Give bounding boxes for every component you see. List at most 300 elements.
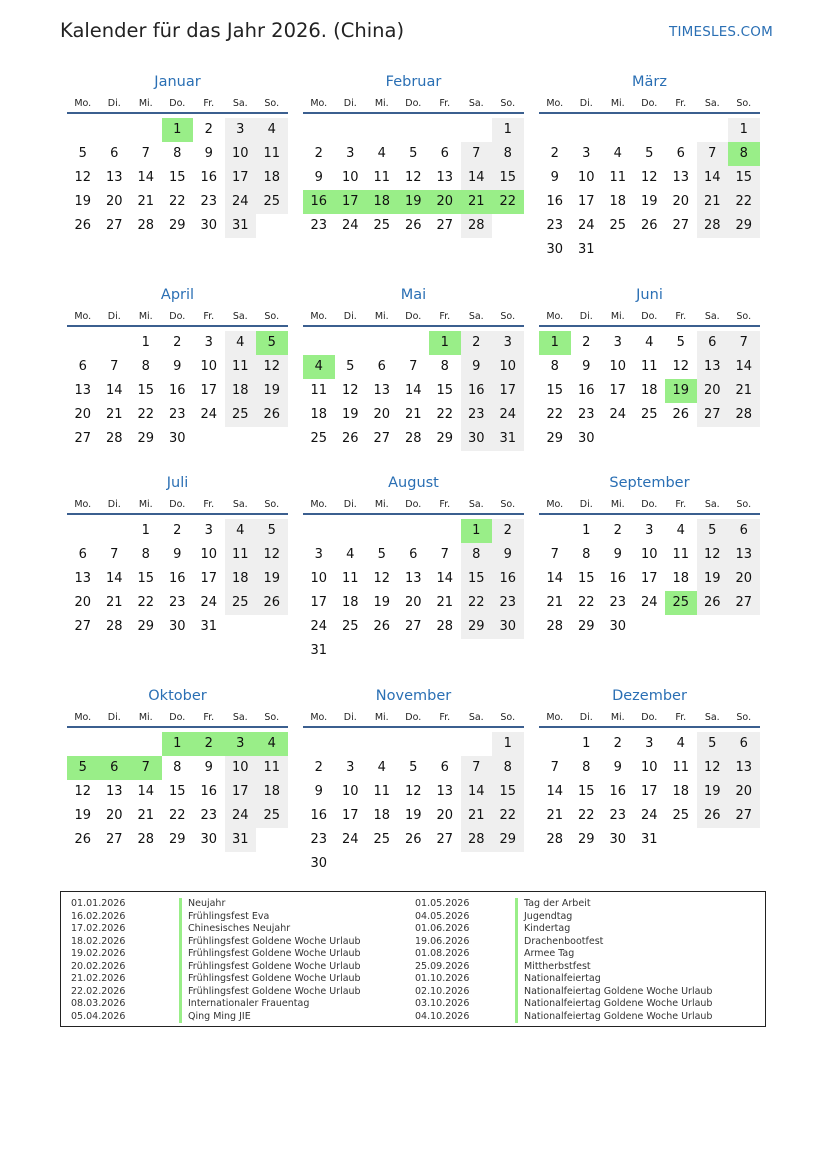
day-cell: 4 — [256, 118, 288, 142]
day-cell: 26 — [697, 591, 729, 615]
day-cell: 4 — [613, 146, 622, 161]
day-cell: 12 — [404, 170, 422, 185]
month-name: Juli — [166, 475, 189, 491]
page-title: Kalender für das Jahr 2026. (China) — [60, 19, 405, 42]
day-cell: 13 — [74, 571, 92, 586]
day-cell: 16 — [200, 170, 218, 185]
holiday-day-cell: 1 — [162, 118, 194, 142]
day-cell: 27 — [373, 431, 391, 446]
weekday-header — [67, 98, 288, 114]
day-cell: 24 — [225, 190, 257, 214]
day-cell: 11 — [256, 756, 288, 780]
weekday-header — [539, 311, 760, 327]
legend-date: 20.02.2026 — [71, 960, 126, 972]
day-cell: 20 — [728, 780, 760, 804]
weekday-header — [539, 98, 760, 114]
day-cell: 20 — [74, 595, 92, 610]
day-cell: 2 — [314, 146, 323, 161]
day-cell: 21 — [546, 595, 564, 610]
day-cell: 2 — [173, 523, 182, 538]
day-cell: 5 — [409, 760, 418, 775]
weekday-label: Sa. — [468, 712, 484, 723]
legend-date: 16.02.2026 — [71, 910, 126, 922]
day-cell: 13 — [404, 571, 422, 586]
day-cell: 25 — [256, 804, 288, 828]
day-cell: 8 — [173, 146, 182, 161]
weekday-label: Do. — [641, 712, 658, 723]
day-cell: 10 — [225, 756, 257, 780]
day-cell: 31 — [225, 214, 257, 238]
day-cell: 29 — [168, 832, 186, 847]
day-cell: 20 — [404, 595, 422, 610]
day-cell: 20 — [436, 808, 454, 823]
day-cell: 11 — [373, 170, 391, 185]
day-cell: 15 — [577, 571, 595, 586]
day-cell: 5 — [676, 335, 685, 350]
day-cell: 27 — [74, 431, 92, 446]
weekday-label: Fr. — [203, 311, 215, 322]
day-cell: 7 — [461, 142, 493, 166]
day-cell: 8 — [492, 142, 524, 166]
day-cell: 9 — [204, 146, 213, 161]
day-cell: 8 — [582, 760, 591, 775]
day-cell: 28 — [105, 619, 123, 634]
day-cell: 2 — [550, 146, 559, 161]
weekday-label: So. — [500, 712, 516, 723]
day-cell: 9 — [461, 355, 493, 379]
weekday-label: So. — [736, 311, 752, 322]
day-cell: 6 — [440, 760, 449, 775]
holiday-day-cell: 4 — [303, 355, 335, 379]
day-cell: 25 — [672, 808, 690, 823]
day-cell: 9 — [314, 170, 323, 185]
day-cell: 24 — [577, 218, 595, 233]
weekday-label: Sa. — [232, 499, 248, 510]
legend-date: 17.02.2026 — [71, 923, 126, 934]
month-name: August — [388, 475, 439, 491]
legend-date: 21.02.2026 — [71, 973, 126, 984]
legend-holiday-name: Mittherbstfest — [515, 961, 591, 974]
day-cell: 18 — [310, 407, 328, 422]
day-cell: 14 — [105, 571, 123, 586]
day-cell: 3 — [346, 146, 355, 161]
day-cell: 27 — [105, 218, 123, 233]
day-cell: 27 — [436, 218, 454, 233]
day-cell: 23 — [310, 218, 328, 233]
day-cell: 7 — [728, 331, 760, 355]
day-cell: 15 — [461, 567, 493, 591]
day-cell: 25 — [373, 832, 391, 847]
weekday-label: Mo. — [310, 712, 328, 723]
holiday-day-cell: 19 — [398, 190, 430, 214]
day-cell: 24 — [341, 218, 359, 233]
day-cell: 11 — [640, 359, 658, 374]
weekday-label: Di. — [579, 499, 593, 510]
weekday-label: Sa. — [468, 499, 484, 510]
day-cell: 6 — [728, 732, 760, 756]
legend-date: 01.05.2026 — [415, 898, 470, 909]
day-cell: 13 — [373, 383, 391, 398]
legend-holiday-name: Frühlingsfest Goldene Woche Urlaub — [179, 986, 361, 999]
day-cell: 8 — [461, 543, 493, 567]
day-cell: 4 — [377, 760, 386, 775]
day-cell: 28 — [105, 431, 123, 446]
day-cell: 15 — [436, 383, 454, 398]
weekday-label: So. — [264, 311, 280, 322]
day-cell: 12 — [256, 543, 288, 567]
day-cell: 9 — [173, 547, 182, 562]
day-cell: 10 — [225, 142, 257, 166]
day-cell: 10 — [609, 359, 627, 374]
day-cell: 1 — [141, 523, 150, 538]
day-cell: 2 — [492, 519, 524, 543]
day-cell: 6 — [78, 359, 87, 374]
weekday-label: Fr. — [675, 311, 687, 322]
day-cell: 30 — [492, 615, 524, 639]
weekday-label: Mo. — [546, 499, 564, 510]
day-cell: 28 — [546, 619, 564, 634]
site-brand-link[interactable]: TIMESLES.COM — [669, 24, 773, 40]
month-name: Mai — [400, 287, 427, 303]
month-name: Januar — [154, 74, 201, 90]
weekday-label: So. — [500, 311, 516, 322]
day-cell: 9 — [550, 170, 559, 185]
day-cell: 27 — [728, 804, 760, 828]
day-cell: 20 — [373, 407, 391, 422]
legend-date: 19.02.2026 — [71, 948, 126, 959]
legend-holiday-name: Frühlingsfest Goldene Woche Urlaub — [179, 936, 361, 949]
day-cell: 23 — [310, 832, 328, 847]
day-cell: 24 — [341, 832, 359, 847]
day-cell: 15 — [492, 166, 524, 190]
day-cell: 23 — [168, 407, 186, 422]
holiday-day-cell: 7 — [130, 756, 162, 780]
weekday-label: Mo. — [74, 712, 92, 723]
day-cell: 13 — [728, 543, 760, 567]
day-cell: 29 — [546, 431, 564, 446]
weekday-label: Fr. — [675, 712, 687, 723]
day-cell: 3 — [204, 335, 213, 350]
day-cell: 1 — [492, 118, 524, 142]
day-cell: 19 — [404, 808, 422, 823]
holiday-day-cell: 1 — [429, 331, 461, 355]
weekday-label: Di. — [343, 98, 357, 109]
day-cell: 8 — [492, 756, 524, 780]
day-cell: 30 — [546, 242, 564, 257]
weekday-label: Mo. — [310, 311, 328, 322]
day-cell: 22 — [461, 591, 493, 615]
day-cell: 3 — [582, 146, 591, 161]
day-cell: 19 — [373, 595, 391, 610]
legend-holiday-name: Nationalfeiertag Goldene Woche Urlaub — [515, 986, 712, 999]
day-cell: 6 — [409, 547, 418, 562]
day-cell: 11 — [256, 142, 288, 166]
weekday-label: Do. — [641, 98, 658, 109]
legend-holiday-name: Frühlingsfest Goldene Woche Urlaub — [179, 948, 361, 961]
day-cell: 15 — [168, 170, 186, 185]
day-cell: 10 — [640, 760, 658, 775]
weekday-label: So. — [736, 98, 752, 109]
day-cell: 12 — [697, 756, 729, 780]
day-cell: 9 — [492, 543, 524, 567]
day-cell: 14 — [436, 571, 454, 586]
day-cell: 13 — [74, 383, 92, 398]
day-cell: 25 — [341, 619, 359, 634]
day-cell: 21 — [137, 808, 155, 823]
day-cell: 10 — [310, 571, 328, 586]
day-cell: 13 — [436, 170, 454, 185]
holiday-day-cell: 16 — [303, 190, 335, 214]
day-cell: 6 — [78, 547, 87, 562]
day-cell: 6 — [377, 359, 386, 374]
weekday-label: Mi. — [610, 712, 625, 723]
day-cell: 18 — [341, 595, 359, 610]
day-cell: 4 — [225, 331, 257, 355]
weekday-header — [67, 712, 288, 728]
day-cell: 8 — [550, 359, 559, 374]
day-cell: 14 — [461, 780, 493, 804]
day-cell: 25 — [310, 431, 328, 446]
day-cell: 30 — [200, 832, 218, 847]
day-cell: 18 — [373, 808, 391, 823]
day-cell: 24 — [609, 407, 627, 422]
weekday-header — [539, 499, 760, 515]
legend-date: 08.03.2026 — [71, 998, 126, 1009]
weekday-label: Do. — [405, 98, 422, 109]
day-cell: 30 — [310, 856, 328, 871]
day-cell: 22 — [577, 595, 595, 610]
weekday-label: Fr. — [439, 499, 451, 510]
day-cell: 17 — [609, 383, 627, 398]
day-cell: 4 — [346, 547, 355, 562]
day-cell: 4 — [377, 146, 386, 161]
day-cell: 1 — [728, 118, 760, 142]
weekday-label: Di. — [107, 712, 121, 723]
day-cell: 15 — [137, 383, 155, 398]
day-cell: 11 — [373, 784, 391, 799]
legend-date: 05.04.2026 — [71, 1010, 126, 1022]
holiday-day-cell: 1 — [539, 331, 571, 355]
weekday-label: Di. — [579, 311, 593, 322]
day-cell: 16 — [609, 784, 627, 799]
holiday-day-cell: 17 — [335, 190, 367, 214]
day-cell: 29 — [137, 619, 155, 634]
day-cell: 14 — [546, 784, 564, 799]
day-cell: 24 — [492, 403, 524, 427]
weekday-header — [67, 311, 288, 327]
day-cell: 31 — [640, 832, 658, 847]
weekday-label: So. — [500, 98, 516, 109]
day-cell: 20 — [105, 808, 123, 823]
day-cell: 31 — [492, 427, 524, 451]
day-cell: 5 — [256, 519, 288, 543]
day-cell: 6 — [728, 519, 760, 543]
day-cell: 3 — [645, 736, 654, 751]
day-cell: 27 — [105, 832, 123, 847]
day-cell: 9 — [613, 547, 622, 562]
day-cell: 20 — [697, 379, 729, 403]
day-cell: 21 — [404, 407, 422, 422]
day-cell: 26 — [74, 832, 92, 847]
holiday-legend — [60, 891, 766, 1027]
day-cell: 3 — [204, 523, 213, 538]
legend-date: 04.05.2026 — [415, 910, 470, 922]
month-name: März — [632, 74, 667, 90]
day-cell: 28 — [436, 619, 454, 634]
day-cell: 12 — [404, 784, 422, 799]
day-cell: 11 — [225, 543, 257, 567]
legend-holiday-name: Nationalfeiertag — [515, 973, 601, 986]
day-cell: 5 — [409, 146, 418, 161]
legend-holiday-name: Neujahr — [179, 898, 225, 911]
day-cell: 1 — [582, 523, 591, 538]
day-cell: 15 — [728, 166, 760, 190]
weekday-header — [539, 712, 760, 728]
day-cell: 23 — [609, 595, 627, 610]
holiday-day-cell: 20 — [429, 190, 461, 214]
weekday-label: Sa. — [704, 499, 720, 510]
day-cell: 21 — [697, 190, 729, 214]
day-cell: 20 — [672, 194, 690, 209]
day-cell: 18 — [256, 166, 288, 190]
weekday-label: Do. — [405, 712, 422, 723]
day-cell: 1 — [492, 732, 524, 756]
day-cell: 28 — [137, 218, 155, 233]
day-cell: 18 — [609, 194, 627, 209]
day-cell: 12 — [697, 543, 729, 567]
holiday-day-cell: 19 — [665, 379, 697, 403]
legend-holiday-name: Frühlingsfest Goldene Woche Urlaub — [179, 961, 361, 974]
day-cell: 30 — [168, 619, 186, 634]
day-cell: 6 — [440, 146, 449, 161]
weekday-label: Mo. — [546, 311, 564, 322]
weekday-label: Do. — [169, 311, 186, 322]
day-cell: 2 — [314, 760, 323, 775]
weekday-label: Fr. — [675, 499, 687, 510]
day-cell: 15 — [137, 571, 155, 586]
day-cell: 10 — [640, 547, 658, 562]
legend-holiday-name: Tag der Arbeit — [515, 898, 591, 911]
weekday-label: Mi. — [138, 311, 153, 322]
holiday-day-cell: 1 — [162, 732, 194, 756]
weekday-label: Fr. — [203, 712, 215, 723]
day-cell: 17 — [492, 379, 524, 403]
holiday-day-cell: 1 — [461, 519, 493, 543]
day-cell: 22 — [577, 808, 595, 823]
day-cell: 22 — [436, 407, 454, 422]
day-cell: 13 — [105, 784, 123, 799]
weekday-label: So. — [264, 98, 280, 109]
day-cell: 25 — [609, 218, 627, 233]
day-cell: 5 — [78, 146, 87, 161]
legend-holiday-name: Armee Tag — [515, 948, 574, 961]
legend-date: 01.06.2026 — [415, 923, 470, 934]
day-cell: 29 — [492, 828, 524, 852]
weekday-label: Fr. — [675, 98, 687, 109]
day-cell: 1 — [141, 335, 150, 350]
day-cell: 12 — [672, 359, 690, 374]
day-cell: 31 — [577, 242, 595, 257]
weekday-label: So. — [736, 499, 752, 510]
weekday-label: Mi. — [374, 712, 389, 723]
day-cell: 7 — [697, 142, 729, 166]
legend-date: 02.10.2026 — [415, 985, 470, 997]
day-cell: 28 — [137, 832, 155, 847]
weekday-label: Di. — [579, 98, 593, 109]
day-cell: 5 — [645, 146, 654, 161]
day-cell: 19 — [256, 379, 288, 403]
weekday-label: Sa. — [704, 311, 720, 322]
day-cell: 24 — [310, 619, 328, 634]
weekday-label: Fr. — [203, 98, 215, 109]
weekday-label: Fr. — [439, 98, 451, 109]
day-cell: 21 — [728, 379, 760, 403]
weekday-label: Di. — [107, 311, 121, 322]
day-cell: 14 — [105, 383, 123, 398]
day-cell: 26 — [341, 431, 359, 446]
day-cell: 22 — [728, 190, 760, 214]
day-cell: 16 — [310, 808, 328, 823]
day-cell: 26 — [640, 218, 658, 233]
day-cell: 25 — [256, 190, 288, 214]
day-cell: 19 — [341, 407, 359, 422]
day-cell: 9 — [314, 784, 323, 799]
holiday-day-cell: 2 — [193, 732, 225, 756]
day-cell: 4 — [225, 519, 257, 543]
weekday-label: Mo. — [74, 98, 92, 109]
weekday-label: Mi. — [610, 98, 625, 109]
weekday-header — [303, 499, 524, 515]
day-cell: 8 — [582, 547, 591, 562]
day-cell: 19 — [256, 567, 288, 591]
day-cell: 27 — [74, 619, 92, 634]
weekday-label: Mo. — [546, 98, 564, 109]
day-cell: 3 — [492, 331, 524, 355]
weekday-label: Di. — [107, 98, 121, 109]
weekday-header — [303, 98, 524, 114]
day-cell: 17 — [225, 780, 257, 804]
day-cell: 24 — [640, 595, 658, 610]
day-cell: 23 — [461, 403, 493, 427]
day-cell: 26 — [404, 218, 422, 233]
day-cell: 17 — [200, 571, 218, 586]
day-cell: 7 — [110, 359, 119, 374]
day-cell: 3 — [613, 335, 622, 350]
day-cell: 28 — [461, 214, 493, 238]
day-cell: 4 — [676, 736, 685, 751]
day-cell: 17 — [577, 194, 595, 209]
day-cell: 17 — [341, 808, 359, 823]
month-name: November — [375, 688, 452, 704]
legend-holiday-name: Qing Ming JIE — [179, 1011, 251, 1024]
day-cell: 25 — [225, 403, 257, 427]
day-cell: 2 — [461, 331, 493, 355]
weekday-label: Sa. — [704, 98, 720, 109]
day-cell: 22 — [137, 407, 155, 422]
day-cell: 7 — [550, 760, 559, 775]
day-cell: 2 — [204, 122, 213, 137]
day-cell: 17 — [310, 595, 328, 610]
weekday-label: Mi. — [138, 98, 153, 109]
weekday-label: Di. — [579, 712, 593, 723]
day-cell: 2 — [173, 335, 182, 350]
weekday-label: Mo. — [310, 98, 328, 109]
weekday-label: So. — [264, 499, 280, 510]
holiday-day-cell: 5 — [67, 756, 99, 780]
holiday-day-cell: 4 — [256, 732, 288, 756]
weekday-label: So. — [264, 712, 280, 723]
day-cell: 19 — [74, 808, 92, 823]
